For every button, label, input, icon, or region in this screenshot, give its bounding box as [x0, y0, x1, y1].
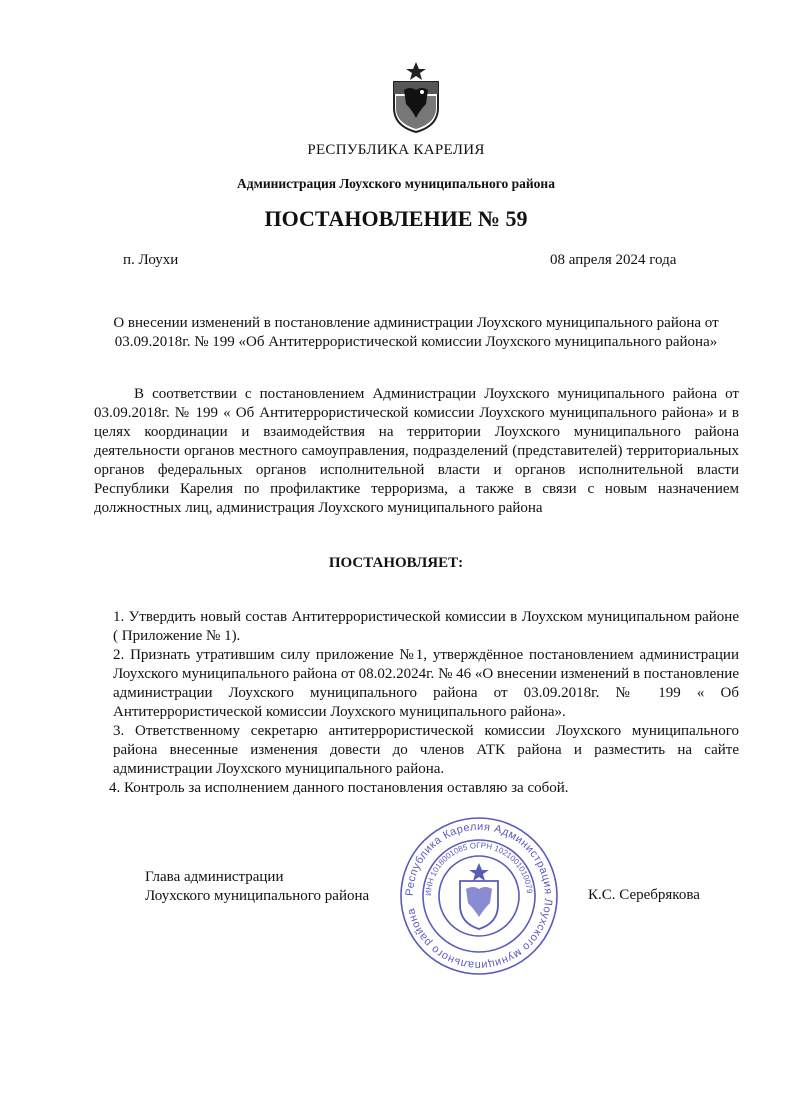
document-place: п. Лоухи: [123, 252, 179, 268]
resolves-heading: ПОСТАНОВЛЯЕТ:: [328, 555, 464, 571]
signatory-position-line: Глава администрации: [145, 869, 284, 885]
resolution-item: 3. Ответственному секретарю антитеррористической комиссии Лоухского муниципального района внесенные изменения довести до членов АТК района и разместить на сайте администрации Лоухского муниципального района.: [113, 723, 739, 777]
resolution-items: [109, 608, 739, 798]
document-date: 08 апреля 2024 года: [550, 252, 677, 268]
resolution-item: 2. Признать утратившим силу приложение №1, утверждённое постановлением администрации Лоухского муниципального района от 08.02.2024г. № 46 «О внесении изменений в постановление администрации Лоухского муниципального района от 03.09.2018г. № 199 « Об Антитеррористической комиссии Лоухского муниципального района».: [113, 647, 739, 720]
seal-emblem-icon: [460, 863, 498, 929]
signatory-position-line: Лоухского муниципального района: [145, 888, 370, 904]
administration-name: Администрация Лоухского муниципального района: [237, 176, 555, 191]
signatory-name: К.С. Серебрякова: [588, 887, 700, 903]
republic-name: РЕСПУБЛИКА КАРЕЛИЯ: [307, 142, 485, 158]
document-subject: О внесении изменений в постановление администрации Лоухского муниципального района от 03.09.2018г. № 199 «Об Антитеррористической комиссии Лоухского муниципального района»: [113, 315, 719, 350]
official-seal-stamp: [398, 815, 560, 977]
seal-inner-text: ИНН 1018001085 ОГРН 1021001010079: [423, 840, 534, 897]
document-title: ПОСТАНОВЛЕНИЕ № 59: [264, 206, 528, 231]
resolution-item: 4. Контроль за исполнением данного постановления оставляю за собой.: [109, 780, 569, 796]
seal-outer-text: Республика Карелия Администрация Лоухского муниципального района: [403, 820, 555, 972]
preamble-paragraph: В соответствии с постановлением Администрации Лоухского муниципального района от 03.09.2018г. № 199 « Об Антитеррористической комиссии Лоухского муниципального района» и в целях координации и взаимодействия на территории Лоухского муниципального района деятельности органов местного самоуправления, подразделений (представителей) территориальных органов федеральных органов исполнительной власти и органов исполнительной власти Республики Карелия по профилактике терроризма, а также в связи с новым назначением должностных лиц, администрация Лоухского муниципального района: [94, 386, 739, 516]
resolution-item: 1. Утвердить новый состав Антитеррористической комиссии в Лоухском муниципальном районе ( Приложение № 1).: [113, 609, 739, 644]
signatory-position: [145, 868, 369, 906]
coat-of-arms-icon: [386, 60, 446, 134]
